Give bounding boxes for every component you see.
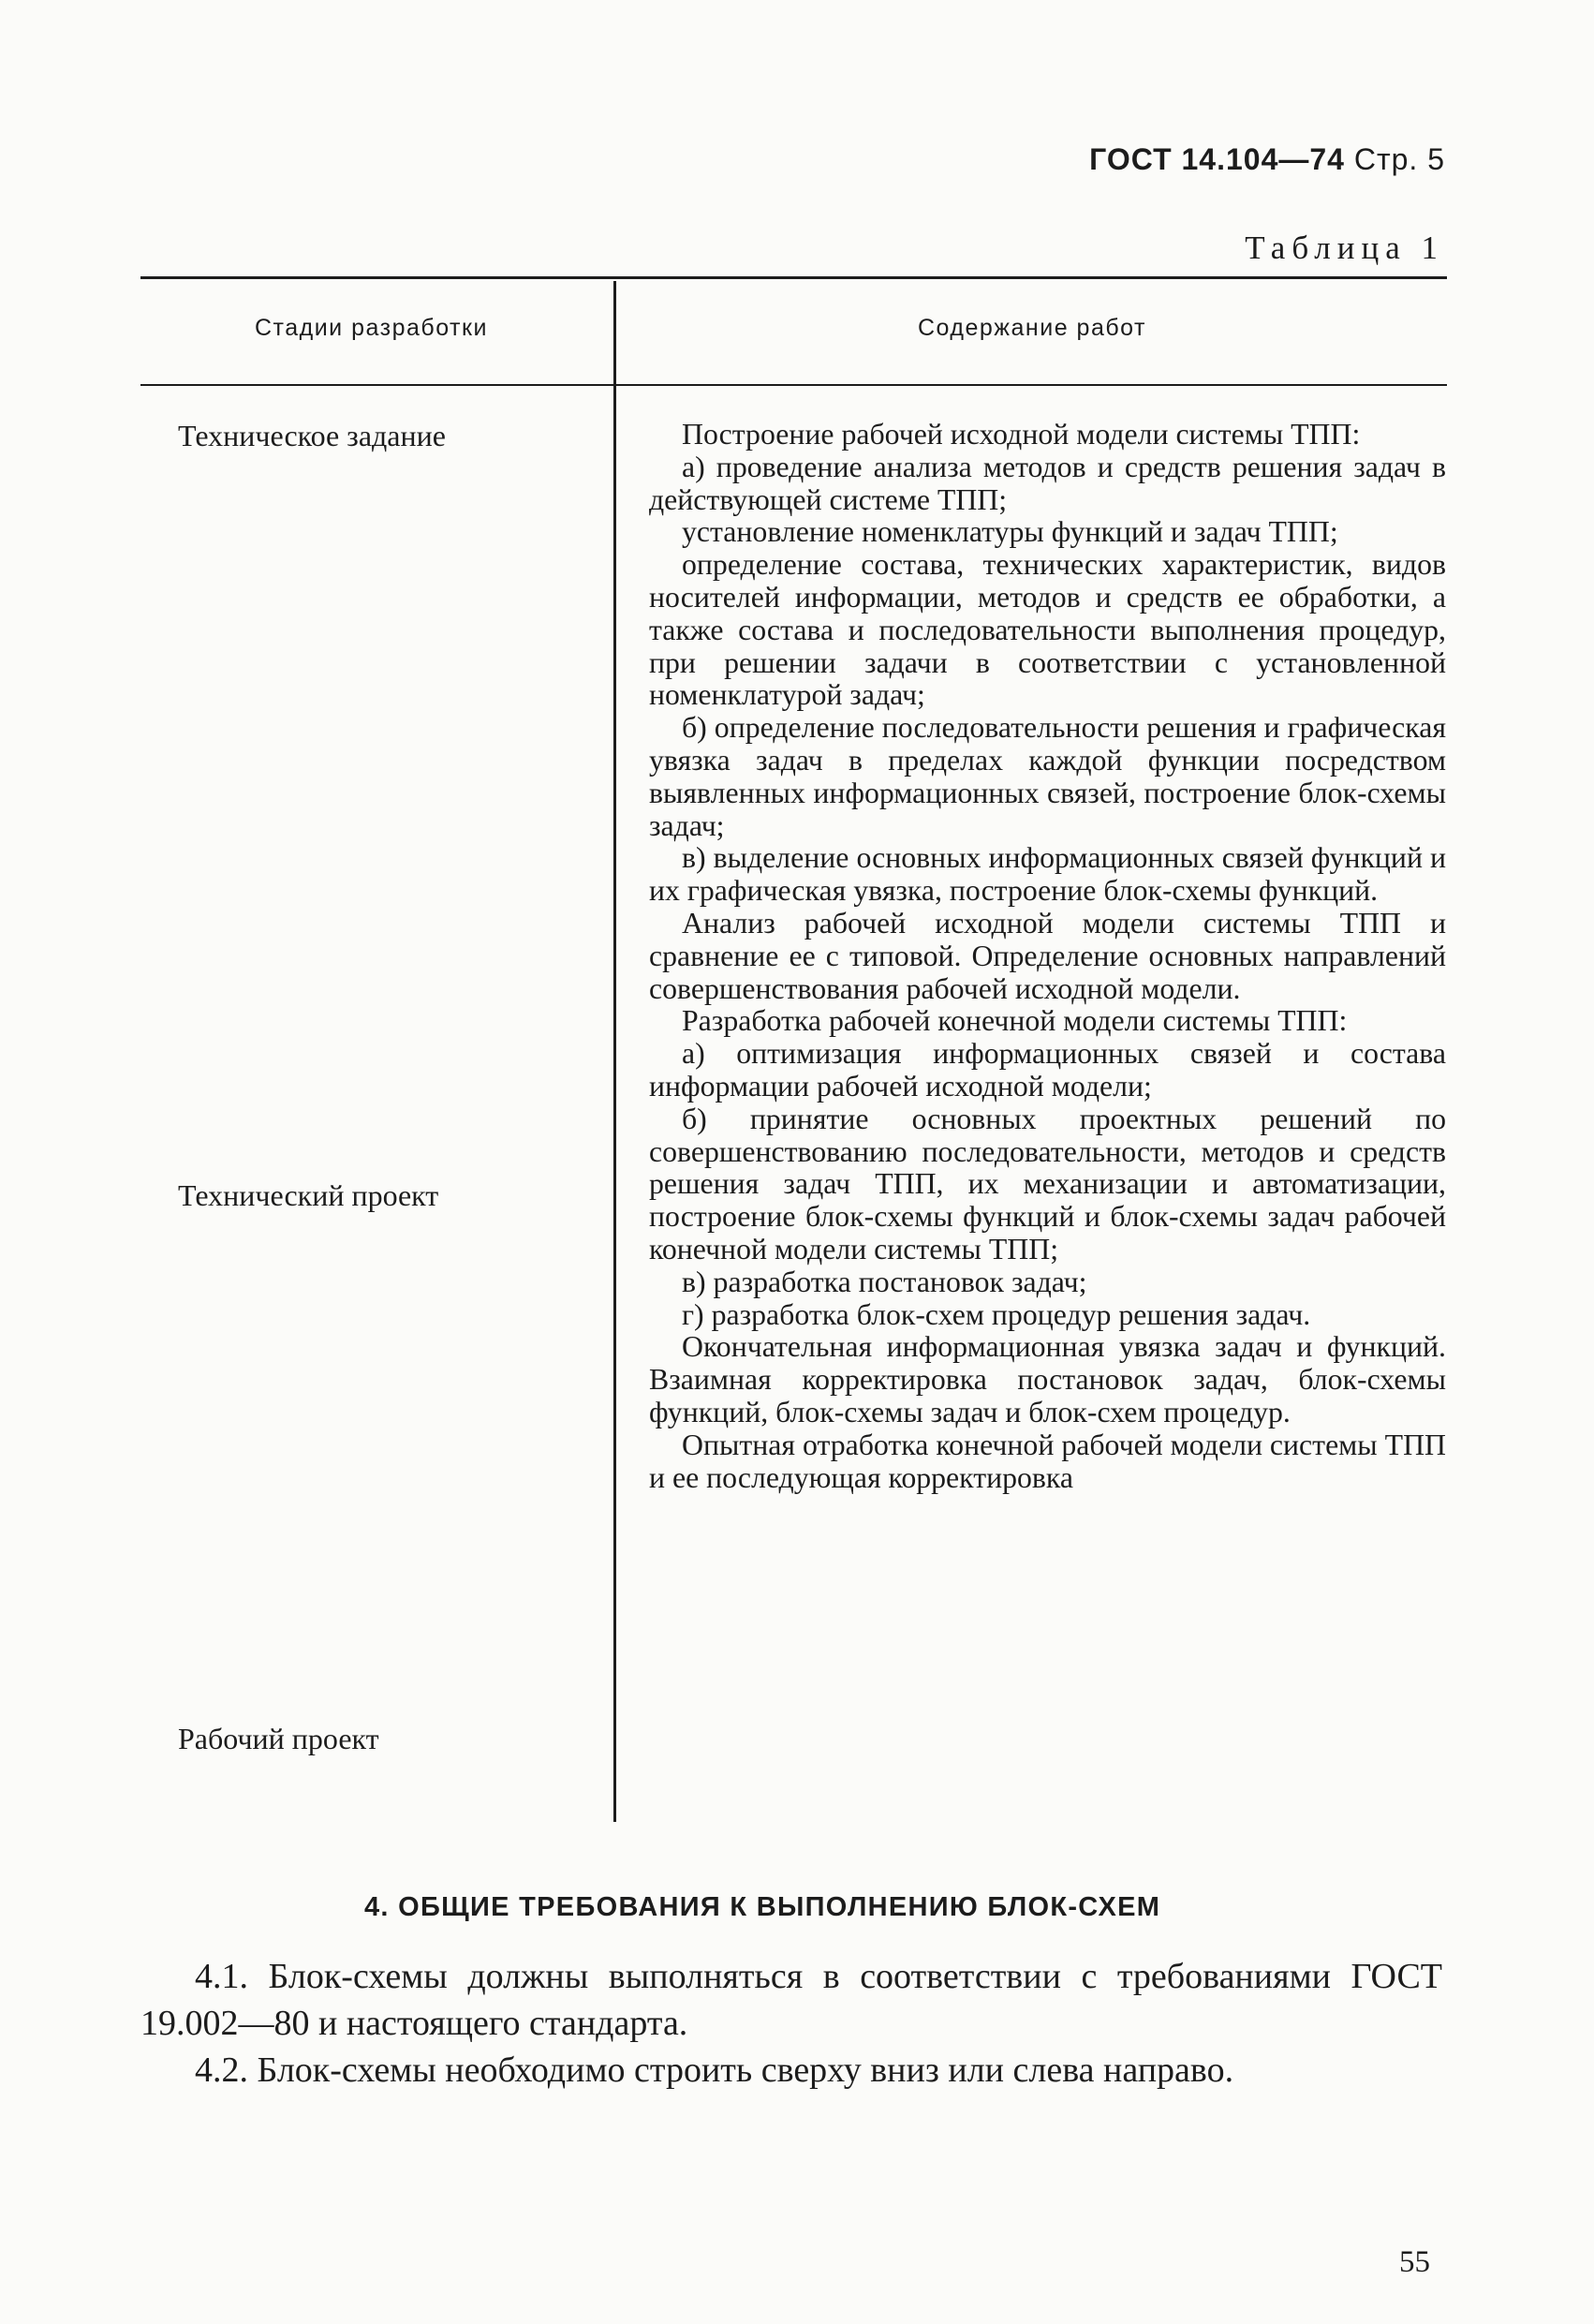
content-paragraph: б) принятие основных проектных решений по совершенствованию последовательности, методов и средств решения задач ТПП, их механизации и автоматизации, построение блок-схемы функций и блок-схемы задач рабочей конечной модели системы ТПП;: [649, 1102, 1446, 1266]
table-top-rule: [140, 276, 1447, 279]
content-paragraph: Окончательная информационная увязка задач и функций. Взаимная корректировка постановок задач, блок-схемы функций, блок-схемы задач и блок-схем процедур.: [649, 1330, 1446, 1428]
stage-technical-project: Технический проект: [178, 1178, 439, 1212]
column-header-stages: Стадии разработки: [255, 315, 488, 341]
content-paragraph: установление номенклатуры функций и задач ТПП;: [682, 515, 1338, 549]
content-paragraph: а) проведение анализа методов и средств решения задач в действующей системе ТПП;: [649, 450, 1446, 516]
content-paragraph: в) выделение основных информационных связей функций и их графическая увязка, построение блок-схемы функций.: [649, 841, 1446, 908]
content-paragraph: в) разработка постановок задач;: [682, 1265, 1087, 1298]
page-number: 55: [1399, 2245, 1430, 2279]
content-paragraph: Построение рабочей исходной модели системы ТПП:: [682, 418, 1361, 451]
page-label: Стр. 5: [1353, 142, 1445, 176]
column-header-content: Содержание работ: [918, 315, 1146, 341]
content-paragraph: г) разработка блок-схем процедур решения задач.: [682, 1297, 1311, 1331]
table-column-divider: [613, 281, 616, 1822]
standard-number: ГОСТ 14.104—74: [1089, 142, 1345, 176]
content-paragraph: а) оптимизация информационных связей и состава информации рабочей исходной модели;: [649, 1037, 1446, 1103]
content-paragraph: определение состава, технических характеристик, видов носителей информации, методов и средств ее обработки, а также состава и последовательности выполнения процедур, при решении задачи в соответствии с установленной номенклатурой задач;: [649, 548, 1446, 712]
clause-4-1: 4.1. Блок-схемы должны выполняться в соответствии с требованиями ГОСТ 19.002—80 и настоящего стандарта.: [140, 1957, 1442, 2043]
content-paragraph: б) определение последовательности решения и графическая увязка задач в пределах каждой функции посредством выявленных информационных связей, построение блок-схемы задач;: [649, 711, 1446, 842]
stage-technical-assignment: Техническое задание: [178, 419, 446, 452]
content-paragraph: Анализ рабочей исходной модели системы ТПП и сравнение ее с типовой. Определение основных направлений совершенствования рабочей исходной модели.: [649, 906, 1446, 1005]
stage-working-project: Рабочий проект: [178, 1722, 379, 1755]
section-body: [140, 1953, 1442, 2094]
table-header-rule: [140, 384, 1447, 386]
content-paragraph: Опытная отработка конечной рабочей модели системы ТПП и ее последующая корректировка: [649, 1428, 1446, 1494]
page-header: [1089, 142, 1445, 177]
section-title: 4. ОБЩИЕ ТРЕБОВАНИЯ К ВЫПОЛНЕНИЮ БЛОК-СХЕМ: [364, 1892, 1161, 1922]
content-paragraph: Разработка рабочей конечной модели системы ТПП:: [682, 1004, 1348, 1038]
clause-4-2: 4.2. Блок-схемы необходимо строить сверху вниз или слева направо.: [195, 2050, 1234, 2090]
table-content-column: [649, 419, 1446, 1494]
table-label: Таблица 1: [1245, 229, 1444, 266]
